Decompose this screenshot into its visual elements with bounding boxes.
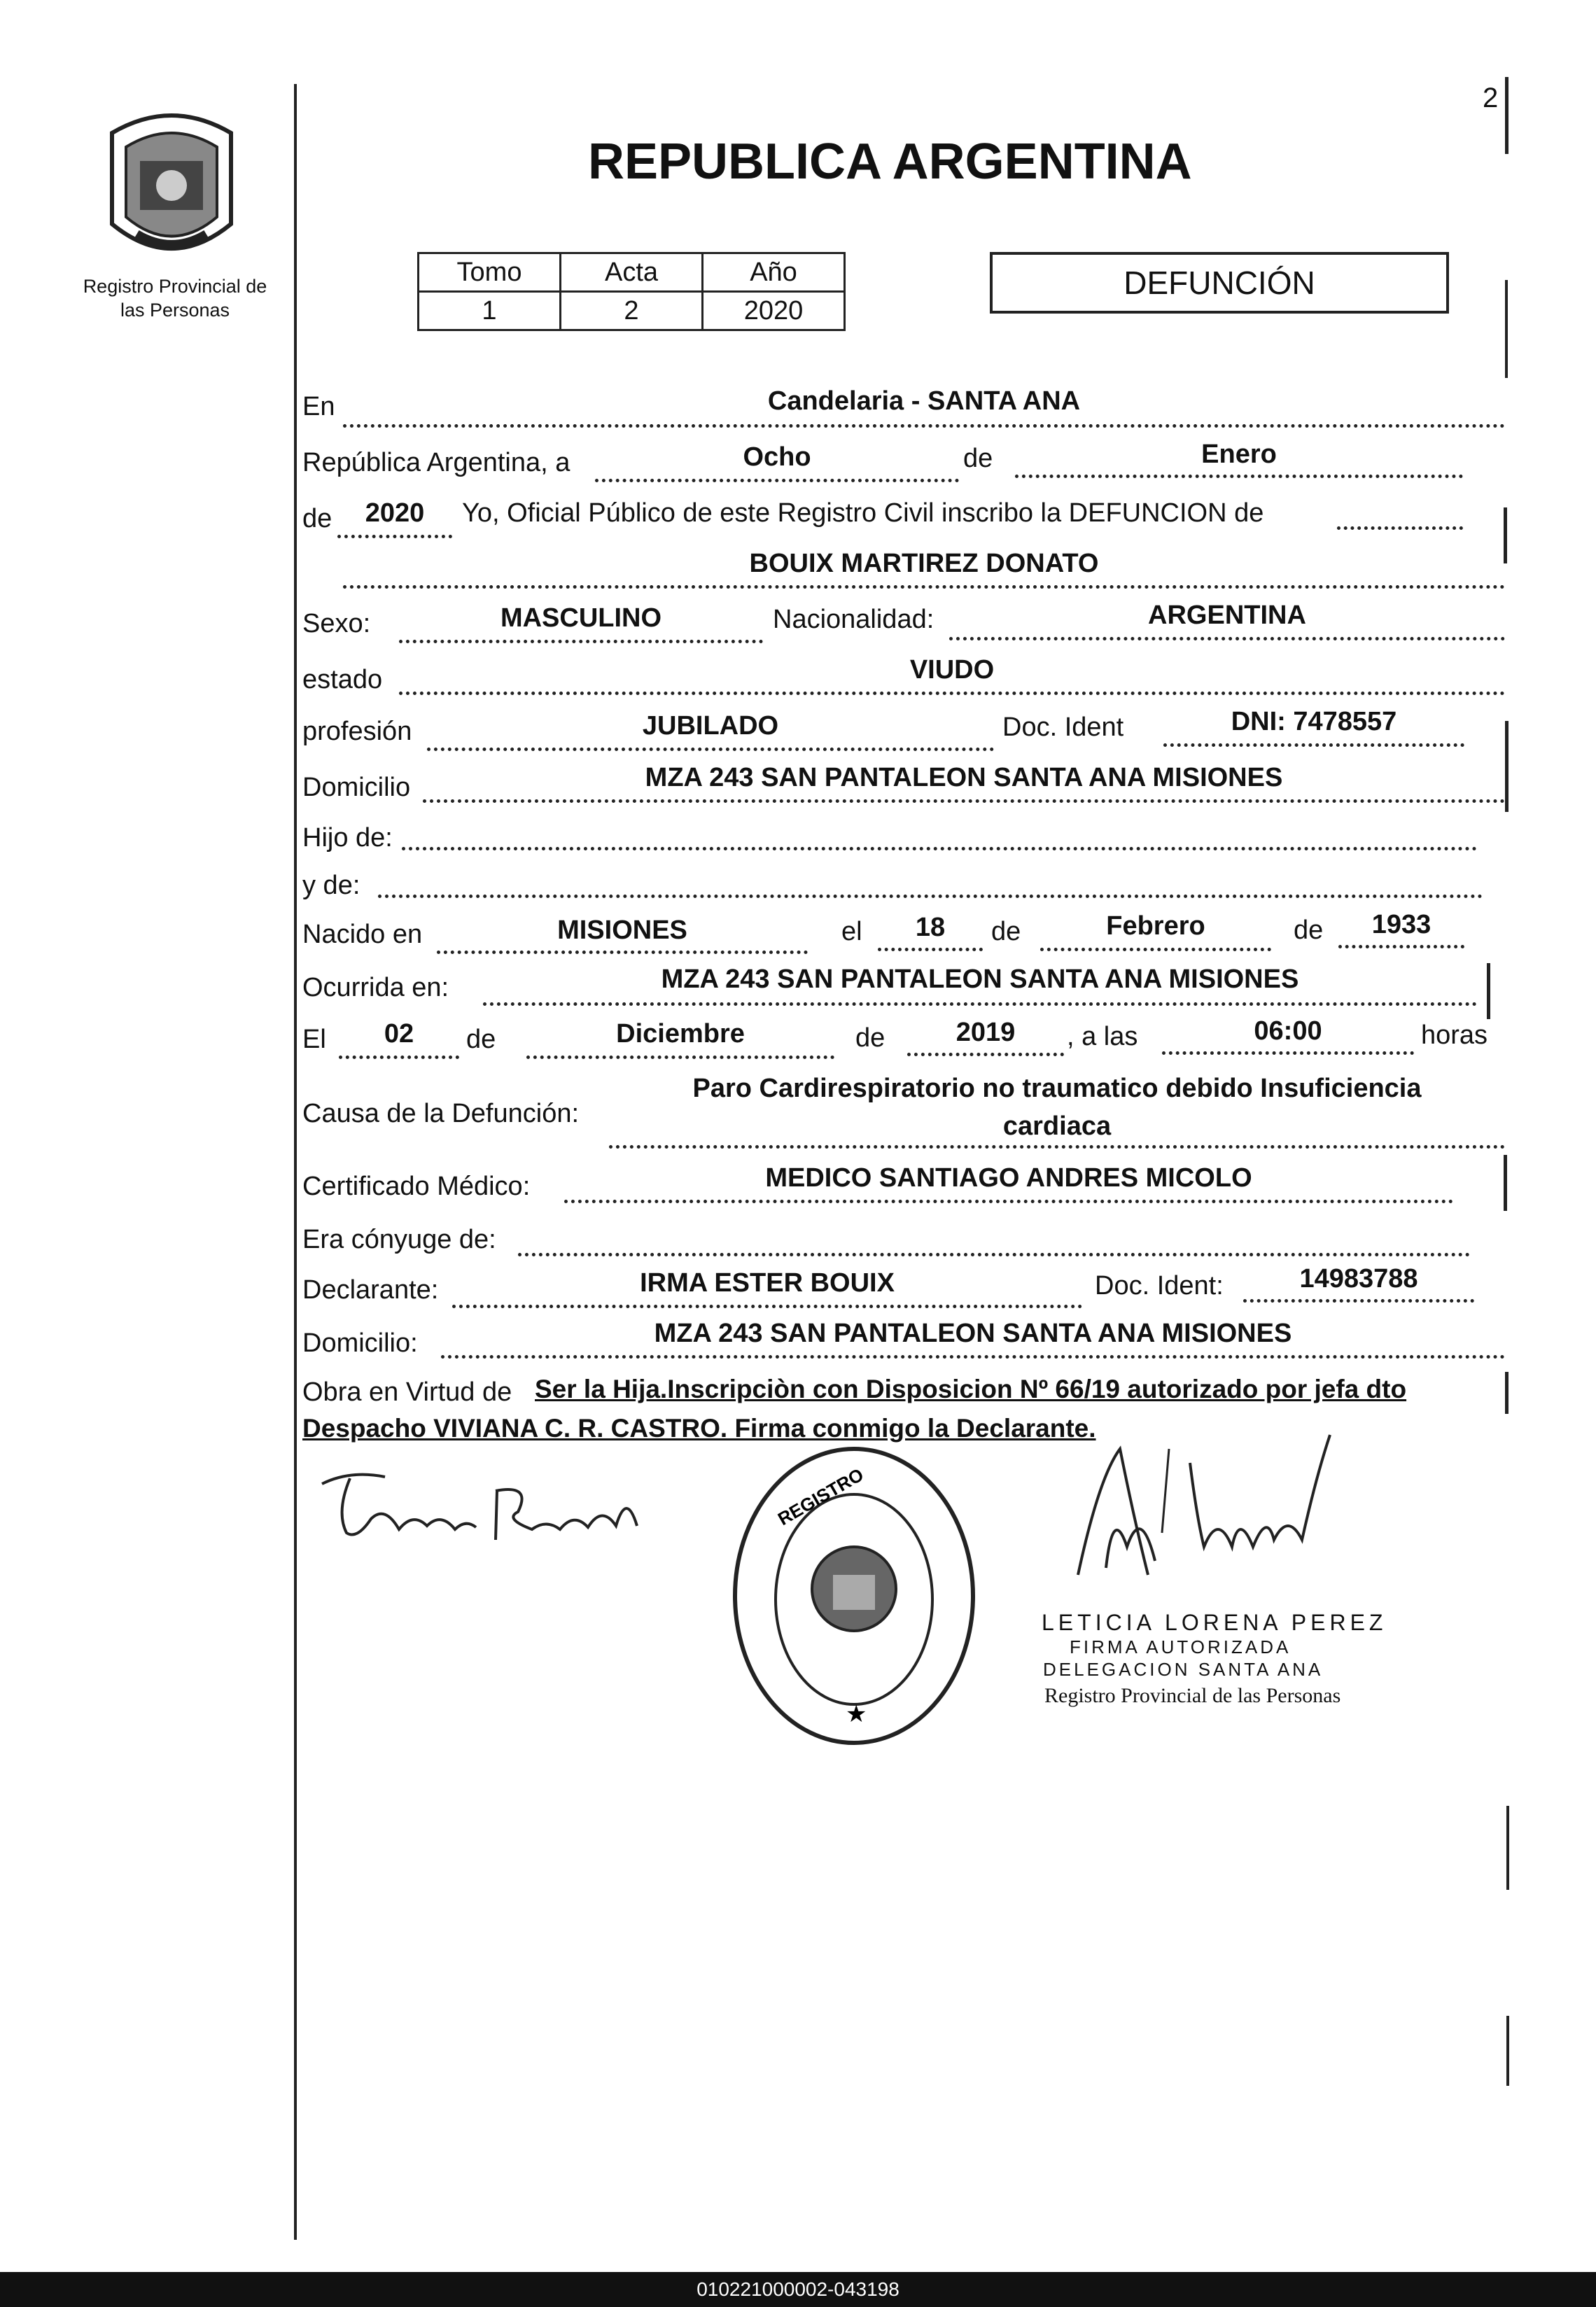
label-hijo-de: Hijo de:: [302, 823, 393, 853]
label-a-las: , a las: [1067, 1022, 1138, 1051]
field-line: [1338, 945, 1464, 948]
field-nombre: BOUIX MARTIREZ DONATO: [749, 549, 1099, 578]
label-certificado: Certificado Médico:: [302, 1172, 531, 1201]
official-seal: [728, 1442, 980, 1750]
field-line: [1040, 948, 1271, 951]
field-line: [452, 1305, 1082, 1308]
label-el: el: [841, 917, 862, 946]
label-ocurrida-en: Ocurrida en:: [302, 973, 449, 1002]
signatory-line-1: FIRMA AUTORIZADA: [1070, 1636, 1292, 1657]
field-fallec-dia: 02: [384, 1019, 414, 1049]
svg-text:REGISTRO: REGISTRO: [774, 1464, 867, 1530]
field-dni: DNI: 7478557: [1231, 707, 1397, 736]
label-profesion: profesión: [302, 717, 412, 746]
anio-header: Año: [703, 253, 845, 292]
document-id-footer: 010221000002-043198: [0, 2272, 1596, 2307]
edge-mark: [1506, 2016, 1509, 2086]
field-line: [1015, 475, 1463, 478]
field-mes: Enero: [1201, 440, 1277, 469]
record-type-box: DEFUNCIÓN: [990, 252, 1449, 314]
label-domicilio-2: Domicilio:: [302, 1328, 418, 1358]
field-ocurrida: MZA 243 SAN PANTALEON SANTA ANA MISIONES: [661, 965, 1299, 994]
edge-mark: [1487, 963, 1490, 1019]
label-nacionalidad: Nacionalidad:: [773, 605, 934, 634]
edge-mark: [1505, 721, 1508, 812]
label-de-4: de: [1294, 916, 1324, 945]
field-line: [564, 1200, 1453, 1203]
label-de-3: de: [991, 917, 1021, 946]
field-line: [609, 1145, 1505, 1149]
field-nacido-anio: 1933: [1371, 910, 1432, 939]
label-republica: República Argentina, a: [302, 448, 570, 477]
official-signature: [1064, 1407, 1358, 1589]
label-en: En: [302, 392, 335, 421]
field-anio: 2020: [365, 498, 425, 528]
field-line: [595, 479, 959, 482]
label-horas: horas: [1421, 1021, 1488, 1050]
field-nacido-mes: Febrero: [1106, 911, 1205, 941]
field-causa-1: Paro Cardirespiratorio no traumatico debido Insuficiencia: [692, 1074, 1422, 1103]
logo-caption: Registro Provincial de las Personas: [83, 276, 267, 321]
label-conyuge: Era cónyuge de:: [302, 1225, 496, 1254]
field-line: [399, 640, 763, 643]
field-dia: Ocho: [743, 442, 811, 472]
field-line: [483, 1002, 1477, 1006]
field-estado: VIUDO: [909, 655, 995, 685]
tomo-value: 1: [419, 292, 561, 330]
label-de-5: de: [466, 1025, 496, 1054]
label-sexo: Sexo:: [302, 609, 371, 638]
field-line: [427, 748, 994, 751]
field-line: [337, 535, 452, 538]
label-doc-ident-2: Doc. Ident:: [1095, 1271, 1224, 1300]
field-line: [423, 799, 1505, 803]
province-logo: [98, 105, 245, 266]
edge-mark: [1504, 1155, 1507, 1211]
field-obra-1: Ser la Hija.Inscripciòn con Disposicion Nº 66/19 autorizado por jefa dto: [535, 1375, 1407, 1403]
field-nacido-dia: 18: [915, 913, 946, 942]
label-inscribo: Yo, Oficial Público de este Registro Civil inscribo la DEFUNCION de: [462, 498, 1264, 528]
field-lugar: Candelaria - SANTA ANA: [767, 386, 1081, 416]
svg-text:★: ★: [846, 1701, 867, 1727]
acta-header: Acta: [561, 253, 703, 292]
field-nacido-lugar: MISIONES: [557, 916, 687, 945]
field-line: [441, 1355, 1505, 1359]
signatory-line-3: Registro Provincial de las Personas: [1044, 1684, 1341, 1707]
label-y-de: y de:: [302, 871, 360, 900]
field-line: [1243, 1299, 1474, 1303]
field-declarante-doc: 14983788: [1299, 1264, 1418, 1293]
field-fallec-hora: 06:00: [1254, 1016, 1322, 1046]
field-nacionalidad: ARGENTINA: [1148, 601, 1306, 630]
page-number: 2: [1483, 83, 1499, 113]
field-line: [437, 951, 808, 954]
label-domicilio: Domicilio: [302, 773, 411, 802]
field-line: [399, 692, 1505, 695]
edge-mark: [1506, 1806, 1509, 1890]
field-line: [949, 637, 1505, 640]
label-doc-ident: Doc. Ident: [1002, 713, 1124, 742]
label-obra: Obra en Virtud de: [302, 1377, 512, 1407]
field-obra-2: Despacho VIVIANA C. R. CASTRO. Firma conmigo la Declarante.: [302, 1414, 1096, 1443]
field-line: [526, 1056, 834, 1059]
field-declarante-domicilio: MZA 243 SAN PANTALEON SANTA ANA MISIONES: [654, 1319, 1292, 1348]
field-fallec-mes: Diciembre: [616, 1019, 745, 1049]
field-line: [1163, 743, 1464, 747]
field-declarante: IRMA ESTER BOUIX: [640, 1268, 895, 1298]
field-line: [343, 585, 1505, 589]
field-line: [378, 895, 1483, 898]
field-sexo: MASCULINO: [500, 603, 662, 633]
label-de-6: de: [855, 1023, 886, 1053]
edge-mark: [1505, 1372, 1508, 1414]
page-title: REPUBLICA ARGENTINA: [588, 134, 1192, 190]
label-estado: estado: [302, 665, 383, 694]
record-index-table: [417, 252, 846, 331]
field-certificado: MEDICO SANTIAGO ANDRES MICOLO: [765, 1163, 1252, 1193]
label-causa: Causa de la Defunción:: [302, 1099, 580, 1128]
field-line: [518, 1253, 1470, 1256]
label-de-2: de: [302, 504, 332, 533]
anio-value: 2020: [703, 292, 845, 330]
field-domicilio: MZA 243 SAN PANTALEON SANTA ANA MISIONES: [645, 763, 1283, 792]
field-causa-2: cardiaca: [1002, 1112, 1112, 1141]
field-line: [339, 1056, 459, 1059]
label-el-cap: El: [302, 1025, 326, 1054]
field-line: [878, 948, 983, 951]
field-profesion: JUBILADO: [642, 711, 779, 741]
acta-value: 2: [561, 292, 703, 330]
declarant-signature: [308, 1463, 686, 1554]
signatory-line-2: DELEGACION SANTA ANA: [1043, 1659, 1324, 1680]
label-de: de: [963, 444, 993, 473]
label-declarante: Declarante:: [302, 1275, 439, 1305]
margin-rule: [294, 84, 297, 2240]
field-fallec-anio: 2019: [955, 1018, 1016, 1047]
edge-mark: [1505, 280, 1508, 378]
tomo-header: Tomo: [419, 253, 561, 292]
signatory-name: LETICIA LORENA PEREZ: [1042, 1610, 1387, 1635]
field-line: [343, 424, 1505, 428]
page-edge-mark: [1505, 77, 1508, 154]
field-line: [402, 847, 1477, 850]
field-line: [1162, 1051, 1414, 1055]
label-nacido-en: Nacido en: [302, 920, 423, 949]
field-line: [907, 1053, 1064, 1056]
field-line: [1337, 526, 1463, 530]
